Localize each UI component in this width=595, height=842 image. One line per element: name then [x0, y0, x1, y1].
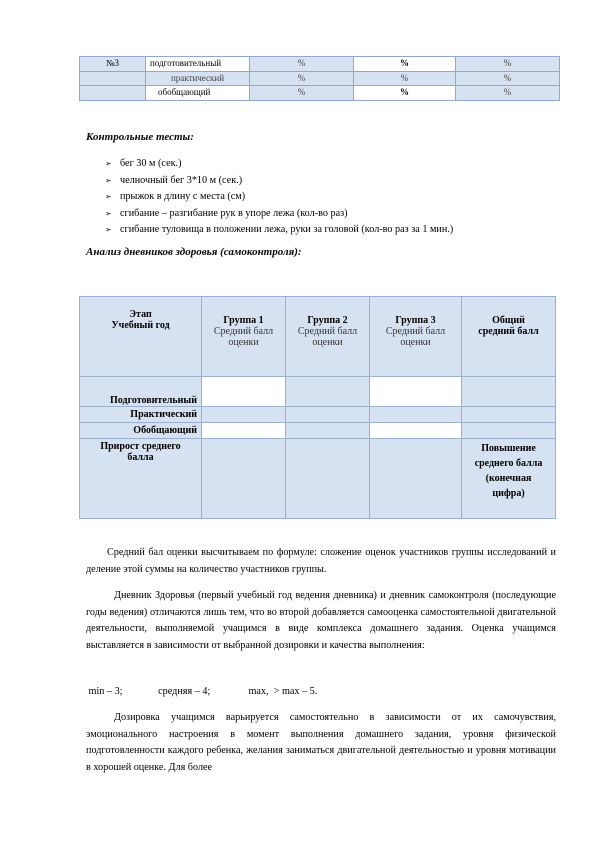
stage-cell: практический	[146, 71, 250, 86]
table-cell[interactable]	[286, 377, 370, 407]
list-item: ➢ прыжок в длину с места (см)	[105, 189, 453, 206]
row-number: №3	[80, 57, 146, 72]
grading-scale: min – 3; средняя – 4; max, > max – 5.	[86, 686, 318, 697]
arrow-bullet-icon: ➢	[105, 192, 112, 201]
arrow-bullet-icon: ➢	[105, 175, 112, 185]
percent-cell: %	[354, 71, 456, 86]
tests-list	[105, 156, 453, 239]
table-cell[interactable]	[462, 377, 556, 407]
tests-heading: Контрольные тесты:	[86, 131, 194, 143]
health-heading: Анализ дневников здоровья (самоконтроля):	[86, 246, 302, 258]
table-cell[interactable]	[202, 377, 286, 407]
table-cell[interactable]	[286, 423, 370, 439]
percent-cell: %	[354, 86, 456, 101]
stage-header: Этап Учебный год	[80, 297, 202, 377]
list-item: ➢ сгибание туловища в положении лежа, руки за головой (кол-во раз за 1 мин.)	[105, 222, 453, 239]
diary-paragraph: Дневник Здоровья (первый учебный год ведения дневника) и дневник самоконтроля (последующие годы ведения) отличаются лишь тем, что во второй добавляется самооценка самостоятельной двигательной деятельности, выполняемой учащимся в виде комплекса домашнего задания. Оценка учащимся выставляется в зависимости от выбранной дозировки и качества выполнения:	[86, 590, 556, 651]
table-row	[80, 57, 560, 72]
growth-total: Повышение среднего балла (конечная цифра)	[462, 439, 556, 519]
percent-cell: %	[250, 71, 354, 86]
table-row	[80, 377, 556, 407]
table-cell[interactable]	[370, 439, 462, 519]
arrow-bullet-icon: ➢	[105, 225, 112, 234]
health-analysis-table	[79, 296, 556, 519]
total-header: Общий средний балл	[462, 297, 556, 377]
arrow-bullet-icon: ➢	[105, 208, 112, 218]
percent-cell: %	[456, 71, 560, 86]
table-cell[interactable]	[202, 423, 286, 439]
table-cell[interactable]	[286, 407, 370, 423]
percent-cell: %	[456, 57, 560, 72]
table-row	[80, 407, 556, 423]
table-header-row	[80, 297, 556, 377]
list-item: ➢ челночный бег 3*10 м (сек.)	[105, 173, 453, 190]
growth-label: Прирост среднего балла	[80, 439, 202, 519]
row-label: Обобщающий	[80, 423, 202, 439]
table-cell[interactable]	[462, 407, 556, 423]
group2-header: Группа 2 Средний балл оценки	[286, 297, 370, 377]
table-row	[80, 439, 556, 519]
row-number	[80, 86, 146, 101]
group3-header: Группа 3 Средний балл оценки	[370, 297, 462, 377]
row-label: Подготовительный	[80, 377, 202, 407]
list-item: ➢ сгибание – разгибание рук в упоре лежа (кол-во раз)	[105, 206, 453, 223]
table-cell[interactable]	[370, 407, 462, 423]
table-row	[80, 423, 556, 439]
table-row	[80, 86, 560, 101]
row-label: Практический	[80, 407, 202, 423]
results-table	[79, 56, 560, 101]
percent-cell: %	[250, 86, 354, 101]
table-cell[interactable]	[370, 423, 462, 439]
percent-cell: %	[456, 86, 560, 101]
table-cell[interactable]	[286, 439, 370, 519]
row-number	[80, 71, 146, 86]
table-cell[interactable]	[370, 377, 462, 407]
table-cell[interactable]	[202, 407, 286, 423]
table-row	[80, 71, 560, 86]
arrow-bullet-icon: ➢	[105, 159, 112, 168]
stage-cell: подготовительный	[146, 57, 250, 72]
table-cell[interactable]	[462, 423, 556, 439]
percent-cell: %	[354, 57, 456, 72]
percent-cell: %	[250, 57, 354, 72]
list-item: ➢ бег 30 м (сек.)	[105, 156, 453, 173]
stage-cell: обобщающий	[146, 86, 250, 101]
group1-header: Группа 1 Средний балл оценки	[202, 297, 286, 377]
dosage-paragraph: Дозировка учащимся варьируется самостоятельно в зависимости от их самочувствия, эмоционального настроения в момент выполнения домашнего задания, уровня физической подготовленности каждого ребенка, желания заниматься двигательной деятельностью и уровня мотивации в хорошей оценке. Для более	[86, 712, 556, 773]
formula-paragraph: Средний бал оценки высчитываем по формуле: сложение оценок участников группы исследований и деление этой суммы на количество участников группы.	[86, 547, 556, 575]
table-cell[interactable]	[202, 439, 286, 519]
